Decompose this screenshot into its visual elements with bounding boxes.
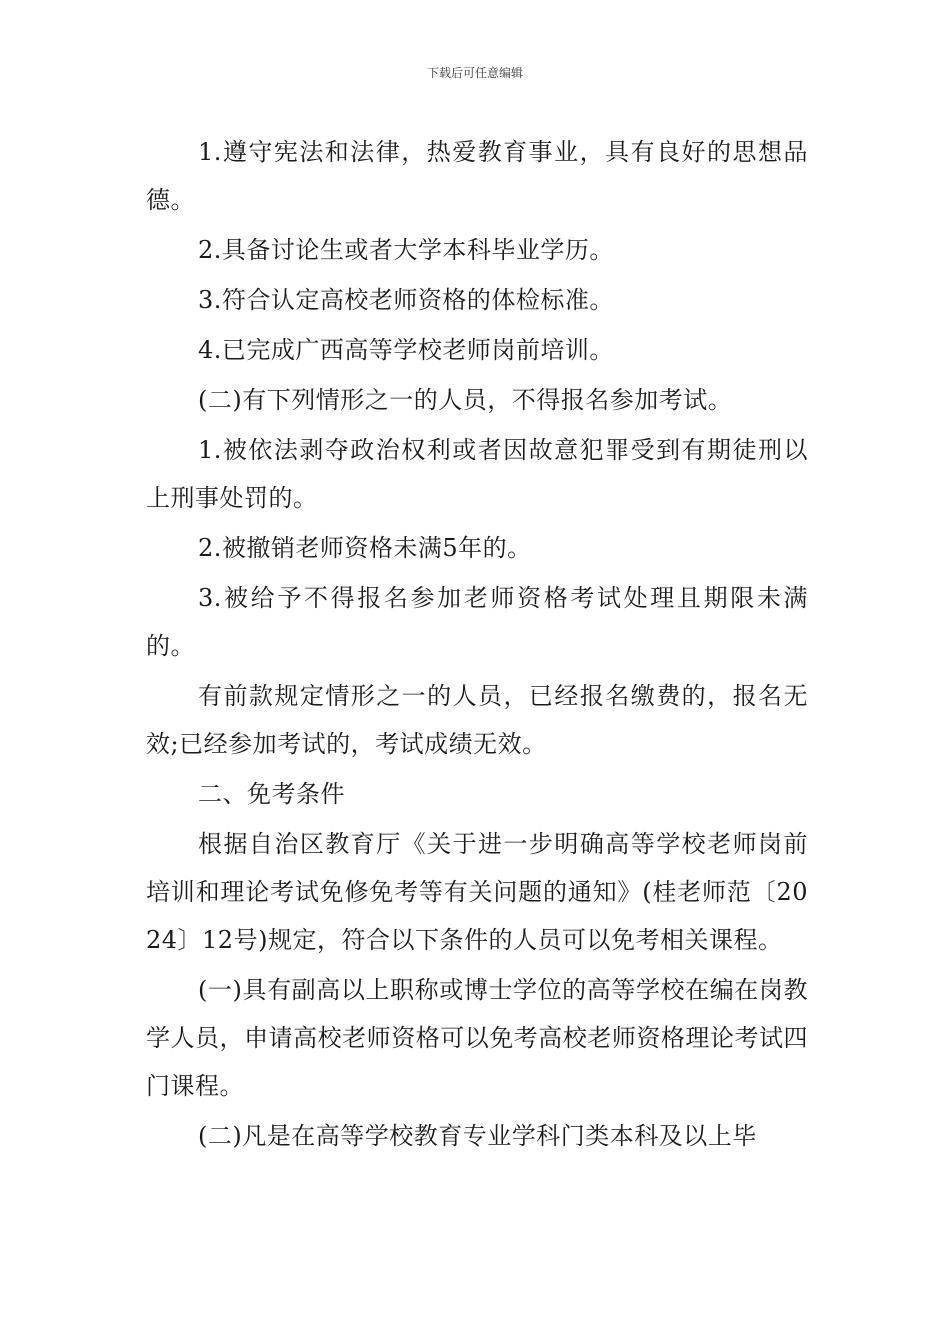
paragraph-exclusion-1: 1.被依法剥夺政治权利或者因故意犯罪受到有期徒刑以上刑事处罚的。 [146,436,808,512]
paragraph-requirement-2: 2.具备讨论生或者大学本科毕业学历。 [198,236,614,264]
paragraph-exclusion-3: 3.被给予不得报名参加老师资格考试处理且期限未满的。 [146,584,808,660]
paragraph-exemption-1: (一)具有副高以上职称或博士学位的高等学校在编在岗教学人员，申请高校老师资格可以免考高校老师资格理论考试四门课程。 [146,976,808,1100]
paragraph-exemption-basis: 根据自治区教育厅《关于进一步明确高等学校老师岗前培训和理论考试免修免考等有关问题的通知》(桂老师范〔2024〕12号)规定，符合以下条件的人员可以免考相关课程。 [146,830,808,954]
paragraph-requirement-3: 3.符合认定高校老师资格的体检标准。 [198,286,614,314]
page-header: 下载后可任意编辑 [426,66,523,80]
document-body [146,128,808,1162]
paragraph-exclusion-note: 有前款规定情形之一的人员，已经报名缴费的，报名无效;已经参加考试的，考试成绩无效。 [146,682,808,758]
section-heading-exemption: 二、免考条件 [198,780,345,808]
paragraph-exemption-2: (二)凡是在高等学校教育专业学科门类本科及以上毕 [198,1122,757,1150]
paragraph-requirement-1: 1.遵守宪法和法律，热爱教育事业，具有良好的思想品德。 [146,138,808,214]
paragraph-requirement-4: 4.已完成广西高等学校老师岗前培训。 [198,336,614,364]
paragraph-exclusion-2: 2.被撤销老师资格未满5年的。 [198,534,532,562]
paragraph-exclusion-heading: (二)有下列情形之一的人员，不得报名参加考试。 [198,386,733,414]
